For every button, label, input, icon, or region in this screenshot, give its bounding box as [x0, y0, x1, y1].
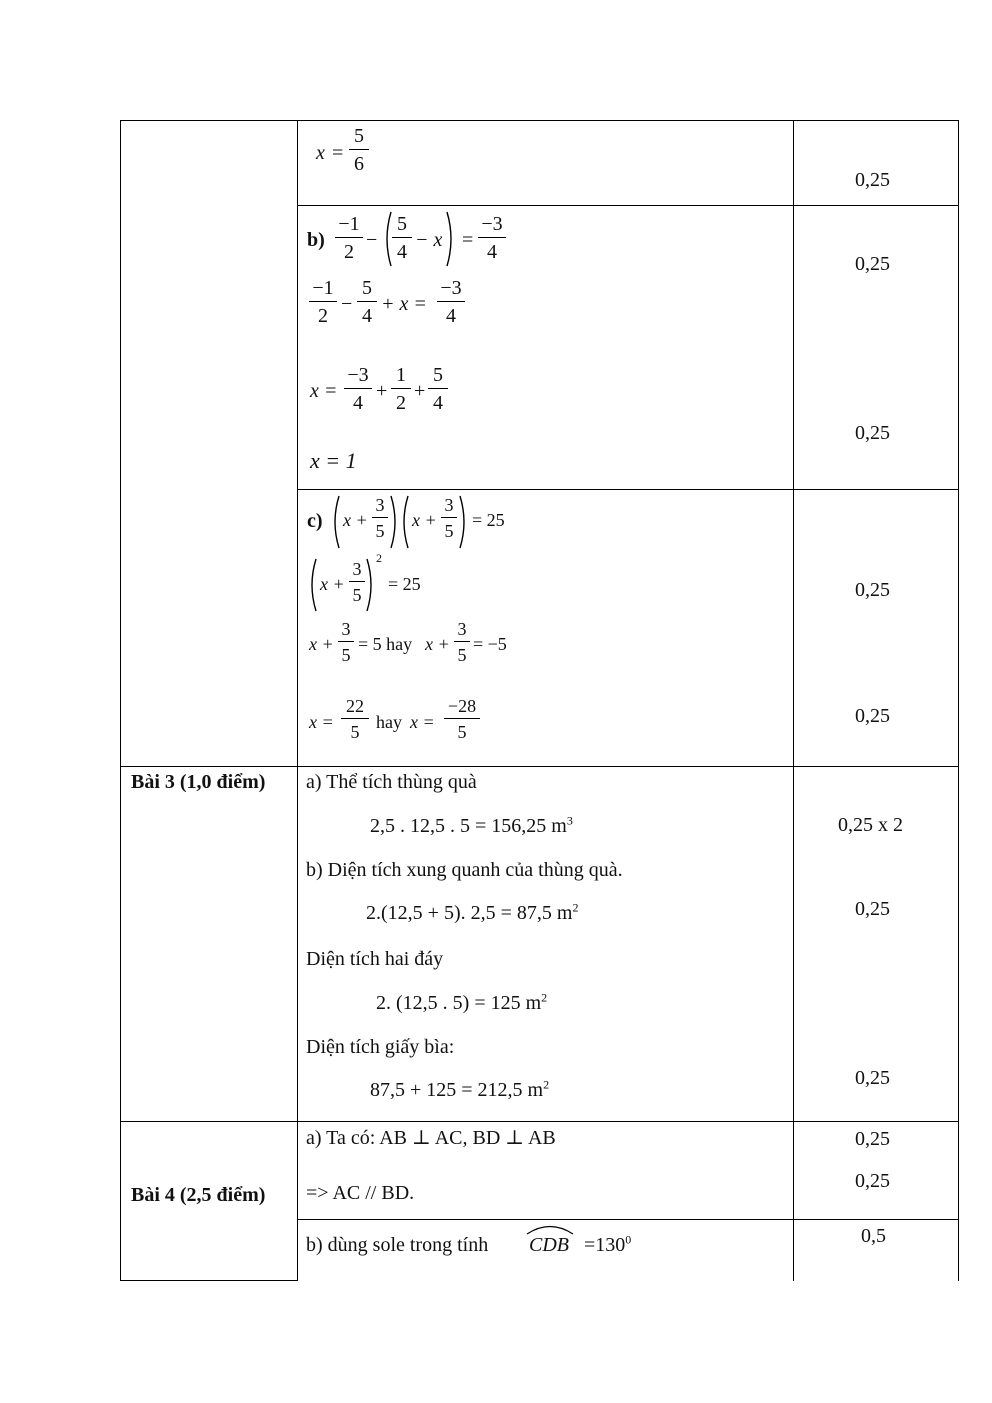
bai3-line: Diện tích giấy bìa:	[306, 1036, 455, 1058]
x-plus: x +	[343, 510, 368, 530]
equals-sign: =	[462, 229, 474, 251]
angle-name: CDB	[529, 1234, 569, 1256]
exponent: 2	[376, 551, 382, 565]
score: 0,5	[861, 1225, 886, 1247]
fraction: 5 4	[357, 278, 377, 326]
row-divider	[297, 489, 959, 490]
equals-sign: =	[332, 142, 344, 164]
fraction: 3 5	[349, 560, 365, 604]
x-plus: x +	[425, 634, 450, 654]
angle-value: $=130^0$	[584, 1232, 632, 1256]
row-divider	[120, 1121, 959, 1122]
left-paren-icon	[328, 494, 342, 550]
bai3-line: Diện tích hai đáy	[306, 948, 444, 970]
equals-5-hay: = 5 hay	[358, 634, 413, 654]
equals-minus-5: = −5	[473, 634, 507, 654]
row-divider	[297, 205, 959, 206]
x-plus: x +	[412, 510, 437, 530]
bai3-line: 87,5 + 125 = 212,5 $m^2$	[370, 1077, 550, 1101]
score: 0,25	[855, 579, 890, 601]
plus-sign: +	[376, 380, 388, 402]
fraction: 1 2	[391, 365, 411, 413]
fraction: −1 2	[335, 214, 363, 262]
bai4-line: => AC // BD.	[306, 1182, 415, 1204]
bai3-label: Bài 3 (1,0 điểm)	[131, 771, 266, 793]
x-plus: x +	[320, 574, 345, 594]
table-border-right	[958, 120, 959, 1281]
x-equals: x =	[309, 712, 334, 732]
table-border-left	[120, 120, 121, 1281]
part-label: c)	[307, 510, 323, 532]
bai3-line: 2.(12,5 + 5). 2,5 = 87,5 $m^2$	[366, 900, 579, 924]
bai3-line: 2. (12,5 . 5) = 125 $m^2$	[376, 990, 548, 1014]
score: 0,25	[855, 898, 890, 920]
part-label: b)	[307, 229, 325, 251]
equals-25: = 25	[472, 510, 505, 530]
fraction: 5 4	[392, 214, 412, 262]
fraction: 5 6	[349, 126, 369, 174]
fraction: 3 5	[338, 620, 354, 664]
right-paren-icon	[364, 557, 378, 613]
row-divider	[297, 1219, 959, 1220]
x-equals: x =	[410, 712, 435, 732]
fraction: 22 5	[341, 697, 369, 741]
col-divider-1	[297, 120, 298, 1281]
right-paren-icon	[457, 494, 471, 550]
minus-sign: −	[341, 293, 353, 315]
col-divider-2	[793, 120, 794, 1281]
table-border-bottom-left	[120, 1280, 298, 1281]
x-equals: x =	[310, 380, 338, 402]
row-divider	[120, 766, 959, 767]
right-paren-icon	[444, 210, 458, 268]
score: 0,25	[855, 253, 890, 275]
score: 0,25	[855, 169, 890, 191]
score: 0,25 x 2	[838, 814, 903, 836]
fraction: 3 5	[454, 620, 470, 664]
fraction: −3 4	[437, 278, 465, 326]
fraction: −3 4	[478, 214, 506, 262]
x-plus: x +	[309, 634, 334, 654]
score: 0,25	[855, 1128, 890, 1150]
plus-sign: +	[414, 380, 426, 402]
fraction: −1 2	[309, 278, 337, 326]
bai3-line: a) Thể tích thùng quà	[306, 771, 477, 793]
bai3-line: b) Diện tích xung quanh của thùng quà.	[306, 859, 623, 881]
bai3-line: 2,5 . 12,5 . 5 = 156,25 $m^3$	[370, 813, 573, 837]
plus-x-equals: + x =	[381, 293, 427, 315]
equals-25: = 25	[388, 574, 421, 594]
fraction: 3 5	[441, 496, 457, 540]
bai4-line: b) dùng sole trong tính	[306, 1234, 489, 1256]
score: 0,25	[855, 1170, 890, 1192]
bai4-label: Bài 4 (2,5 điểm)	[131, 1184, 266, 1206]
score: 0,25	[855, 705, 890, 727]
bai4-line: a) Ta có: AB ⊥ AC, BD ⊥ AB	[306, 1127, 556, 1149]
left-paren-icon	[305, 557, 319, 613]
score: 0,25	[855, 422, 890, 444]
fraction: 3 5	[372, 496, 388, 540]
fraction: 5 4	[428, 365, 448, 413]
fraction: −28 5	[444, 697, 480, 741]
var-x: x	[316, 142, 325, 164]
score: 0,25	[855, 1067, 890, 1089]
left-paren-icon	[397, 494, 411, 550]
result-x-1: x = 1	[310, 448, 357, 473]
table-border-top	[120, 120, 959, 121]
minus-sign: −	[366, 229, 378, 251]
hay-word: hay	[376, 712, 402, 732]
fraction: −3 4	[344, 365, 372, 413]
minus-x: − x	[415, 229, 443, 251]
